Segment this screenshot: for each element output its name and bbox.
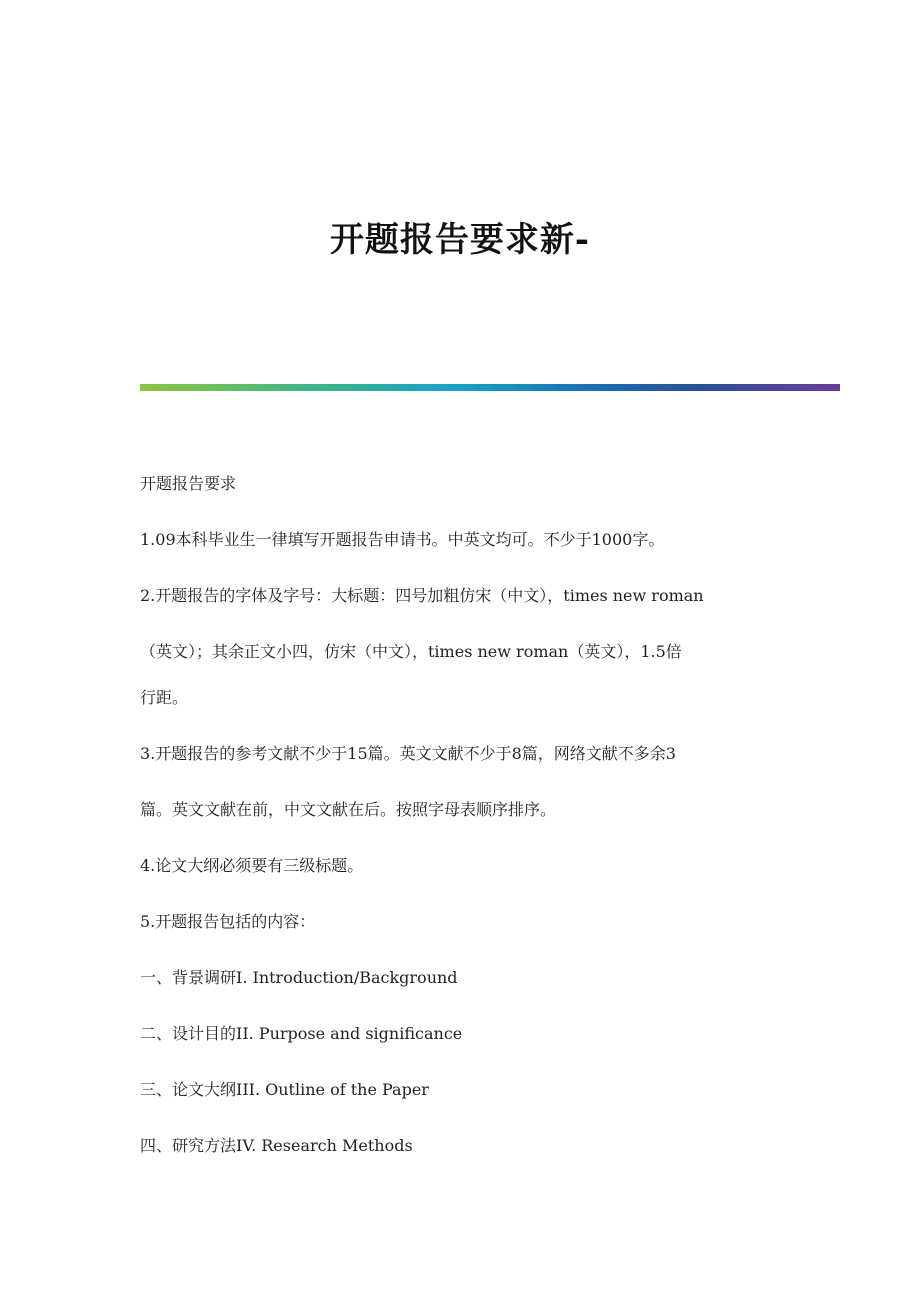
requirement-4: 4.论文大纲必须要有三级标题。 — [140, 856, 364, 875]
requirement-5: 5.开题报告包括的内容： — [140, 912, 316, 931]
title-divider — [140, 384, 840, 391]
content-item-3: 三、论文大纲III. Outline of the Paper — [140, 1080, 429, 1099]
requirement-3-line-2: 篇。英文文献在前，中文文献在后。按照字母表顺序排序。 — [140, 800, 557, 819]
requirement-2-line-1: 2.开题报告的字体及字号：大标题：四号加粗仿宋（中文），times new roman — [140, 586, 704, 605]
requirement-3-line-1: 3.开题报告的参考文献不少于15篇。英文文献不少于8篇，网络文献不多余3 — [140, 744, 676, 763]
content-item-2: 二、设计目的II. Purpose and significance — [140, 1024, 463, 1043]
document-title: 开题报告要求新- — [329, 220, 591, 260]
requirement-1: 1.09本科毕业生一律填写开题报告申请书。中英文均可。不少于1000字。 — [140, 530, 665, 549]
section-heading: 开题报告要求 — [140, 474, 237, 493]
requirement-2-line-2: （英文）；其余正文小四，仿宋（中文），times new roman（英文），1.5倍 — [140, 642, 682, 661]
requirement-2-line-3: 行距。 — [140, 688, 189, 707]
content-item-4: 四、研究方法IV. Research Methods — [140, 1136, 413, 1155]
content-item-1: 一、背景调研I. Introduction/Background — [140, 968, 458, 987]
